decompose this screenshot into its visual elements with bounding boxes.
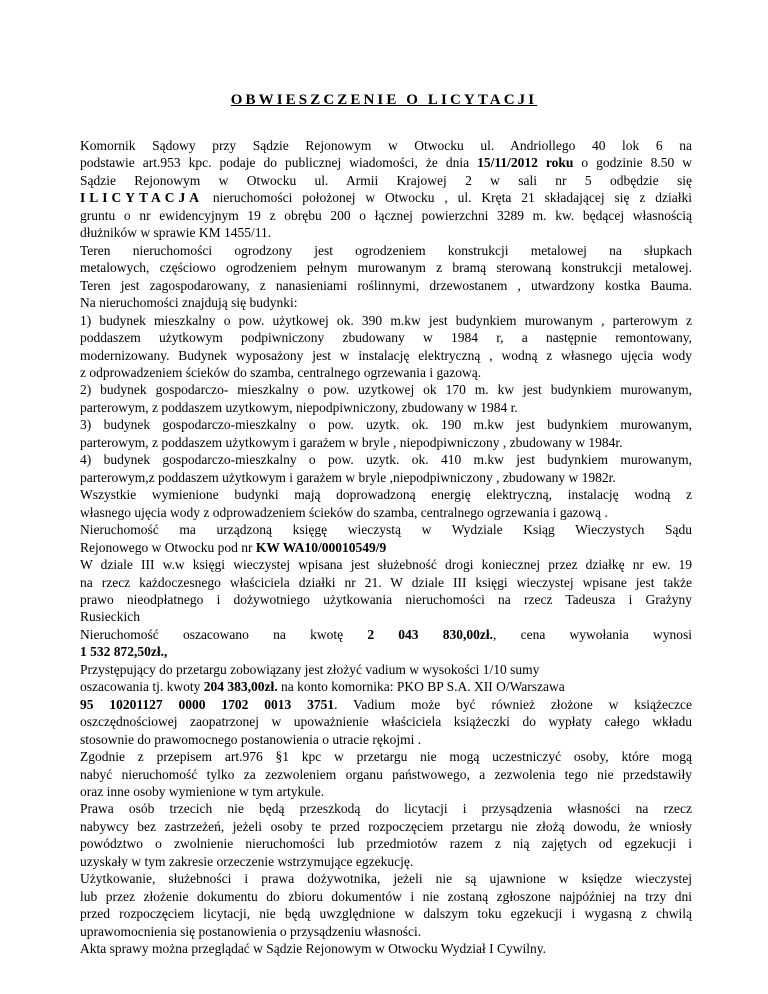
text-line (80, 556, 692, 573)
text-line (80, 416, 692, 433)
text-run: Komornik Sądowy przy Sądzie Rejonowym w Otwocku ul. Andriollego 40 lok 6 na (80, 138, 692, 153)
text-line (80, 364, 692, 381)
text-line (80, 259, 692, 276)
text-line (80, 643, 692, 660)
bold-text: 15/11/2012 roku (477, 155, 574, 171)
text-run: Rusieckich (80, 609, 140, 625)
text-line (80, 870, 692, 887)
bold-text: 1 532 872,50zł., (80, 644, 168, 660)
text-run: nabywcy bez zastrzeżeń, jeżeli osoby te przed rozpoczęciem przetargu nie złożą dowodu, że wniosły (80, 818, 692, 834)
text-line (80, 574, 692, 591)
text-run: Na nieruchomości znajdują się budynki: (80, 295, 298, 311)
text-run: Akta sprawy można przeglądać w Sądzie Rejonowym w Otwocku Wydział I Cywilny. (80, 941, 546, 957)
bold-text: 204 383,00zł. (203, 679, 278, 695)
text-run: oraz inne osoby wymienione w tym artykule. (80, 784, 325, 800)
text-line (80, 853, 692, 870)
text-run: nabyć nieruchomość tylko za zezwoleniem organu państwowego, a zezwolenia tego nie przedstawiły (80, 766, 692, 782)
text-run: przed rozpoczęciem licytacji, nie będą uwzględnione w dalszym toku egzekucji i wygasną z chwilą (80, 906, 692, 922)
text-run: Teren nieruchomości ogrodzony jest ogrodzeniem konstrukcji metalowej na słupkach (80, 242, 692, 258)
text-run: uzyskały w tym zakresie orzeczenie wstrzymujące egzekucję. (80, 853, 414, 869)
text-run: 2) budynek gospodarczo- mieszkalny o pow. uzytkowej ok 170 m. kw jest budynkiem murowanym, (80, 382, 692, 398)
text-line (80, 224, 692, 241)
text-line (80, 800, 692, 817)
text-run: 4) budynek gospodarczo-mieszkalny o pow. uzytk. ok. 410 m.kw jest budynkiem murowanym, (80, 452, 692, 468)
text-run: parterowym, z poddaszem użytkowym i garażem w bryle , niepodpiwniczony , zbudowany w 1984r. (80, 434, 623, 450)
text-line (80, 189, 692, 206)
text-line (80, 521, 692, 538)
text-line (80, 766, 692, 783)
text-run: oszacowania tj. kwoty (80, 679, 204, 695)
text-line (80, 591, 692, 608)
text-line (80, 347, 692, 364)
text-line (80, 713, 692, 730)
text-run: z odprowadzeniem ścieków do szamba, centralnego ogrzewania i gazową. (80, 364, 482, 380)
text-run: stosownie do prawomocnego postanowienia o utracie rękojmi . (80, 731, 422, 747)
text-line (80, 434, 692, 451)
text-run: parterowym,z poddaszem użytkowym i garażem w bryle ,niepodpiwniczony , zbudowany w 1982r. (80, 469, 616, 485)
text-line (80, 207, 692, 224)
text-run: , cena wywołania wynosi (493, 626, 692, 642)
text-line (80, 154, 692, 171)
text-run: modernizowany. Budynek wyposażony jest w instalację elektryczną , wodną z własnego ujęcia wody (80, 347, 692, 363)
text-line (80, 783, 692, 800)
text-run: Użytkowanie, służebności i prawa dożywotnika, jeżeli nie są ujawnione w księdze wieczystej (80, 871, 692, 887)
text-line (80, 469, 692, 486)
text-line (80, 923, 692, 940)
text-line (80, 137, 692, 154)
text-line (80, 626, 692, 643)
text-line (80, 888, 692, 905)
text-run: metalowych, częściowo ogrodzeniem pełnym murowanym z bramą sterowaną konstrukcji metalowej. (80, 260, 692, 276)
text-run: Nieruchomość ma urządzoną księgę wieczystą w Wydziale Ksiąg Wieczystych Sądu (80, 522, 692, 538)
text-line (80, 486, 692, 503)
text-run: Rejonowego w Otwocku pod nr (80, 539, 256, 555)
text-line (80, 539, 692, 556)
text-line (80, 608, 692, 625)
text-run: Prawa osób trzecich nie będą przeszkodą do licytacji i przysądzenia własności na rzecz (80, 801, 692, 817)
text-run: prawo nieodpłatnego i dożywotniego użytkowania nieruchomości na rzecz Tadeusza i Grażyny (80, 591, 692, 607)
text-run: Przystępujący do przetargu zobowiązany jest złożyć vadium w wysokości 1/10 sumy (80, 661, 540, 677)
bold-text: 2 043 830,00zł. (367, 626, 493, 642)
text-run: gruntu o nr ewidencyjnym 19 z obrębu 200 o łącznej powierzchni 3289 m. kw. będącej własnością (80, 207, 692, 223)
text-line (80, 731, 692, 748)
text-line (80, 835, 692, 852)
text-line (80, 905, 692, 922)
text-line (80, 661, 692, 678)
text-line (80, 381, 692, 398)
text-line (80, 748, 692, 765)
text-line (80, 329, 692, 346)
text-line (80, 172, 692, 189)
text-run: parterowym, z poddaszem uzytkowym, niepodpiwniczony, zbudowany w 1984 r. (80, 399, 518, 415)
text-line (80, 312, 692, 329)
text-run: Nieruchomość oszacowano na kwotę (80, 626, 368, 642)
text-line (80, 399, 692, 416)
text-line (80, 294, 692, 311)
spaced-bold-text: ILICYTACJA (80, 190, 204, 206)
text-line (80, 277, 692, 294)
text-run: Sądzie Rejonowym w Otwocku ul. Armii Krajowej 2 w sali nr 5 odbędzie się (80, 172, 692, 188)
text-line (80, 451, 692, 468)
text-line (80, 678, 692, 695)
text-run: powództwo o zwolnienie nieruchomości lub przedmiotów razem z nią zajętych od egzekucji i (80, 836, 692, 852)
text-run: W dziale III w.w księgi wieczystej wpisana jest służebność drogi koniecznej przez działkę nr ew. 19 (80, 557, 692, 573)
text-run: na rzecz każdoczesnego właściciela działki nr 21. W dziale III księgi wieczystej wpisane jest także (80, 574, 692, 590)
text-run: podstawie art.953 kpc. podaje do publicznej wiadomości, że dnia (80, 155, 478, 171)
text-run: o godzinie 8.50 w (573, 155, 692, 171)
text-run: 3) budynek gospodarczo-mieszkalny o pow. uzytk. ok. 190 m.kw jest budynkiem murowanym, (80, 417, 692, 433)
text-run: lub przez złożenie dokumentu do zbioru dokumentów i nie zostaną zgłoszone najpóźniej na trzy dni (80, 888, 692, 904)
text-run: 1) budynek mieszkalny o pow. użytkowej ok. 390 m.kw jest budynkiem murowanym , parterowym z (80, 312, 692, 328)
text-run: nieruchomości położonej w Otwocku , ul. Kręta 21 składającej się z działki (203, 190, 692, 206)
text-line (80, 696, 692, 713)
text-run: oszczędnościowej zaopatrzonej w upoważnienie właściciela książeczki do wypłaty całego wkładu (80, 714, 692, 730)
document-title: OBWIESZCZENIE O LICYTACJI (230, 92, 538, 108)
text-run: Teren jest zagospodarowany, z nanasieniami roślinnymi, drzewostanem , utwardzony kostka Bauma. (80, 277, 692, 293)
text-run: własnego ujęcia wody z odprowadzeniem ścieków do szamba, centralnego ogrzewania i gazową . (80, 504, 608, 520)
text-run: uprawomocnienia się postanowienia o przysądzeniu własności. (80, 923, 422, 939)
bold-text: KW WA10/00010549/9 (255, 539, 387, 555)
text-run: Wszystkie wymienione budynki mają doprowadzoną energię elektryczną, instalację wodną z (80, 487, 692, 503)
text-line (80, 504, 692, 521)
bold-text: 95 10201127 0000 1702 0013 3751 (80, 696, 335, 712)
text-line (80, 940, 692, 957)
text-run: na konto komornika: PKO BP S.A. XII O/Warszawa (277, 679, 565, 695)
text-run: . Vadium może być również złożone w książeczce (334, 696, 692, 712)
text-line (80, 242, 692, 259)
text-run: dłużników w sprawie KM 1455/11. (80, 225, 272, 241)
text-run: poddaszem użytkowym podpiwniczony zbudowany w 1984 r, a następnie remontowany, (80, 330, 692, 346)
text-run: Zgodnie z przepisem art.976 §1 kpc w przetargu nie mogą uczestniczyć osoby, które mogą (80, 749, 692, 765)
text-line (80, 818, 692, 835)
